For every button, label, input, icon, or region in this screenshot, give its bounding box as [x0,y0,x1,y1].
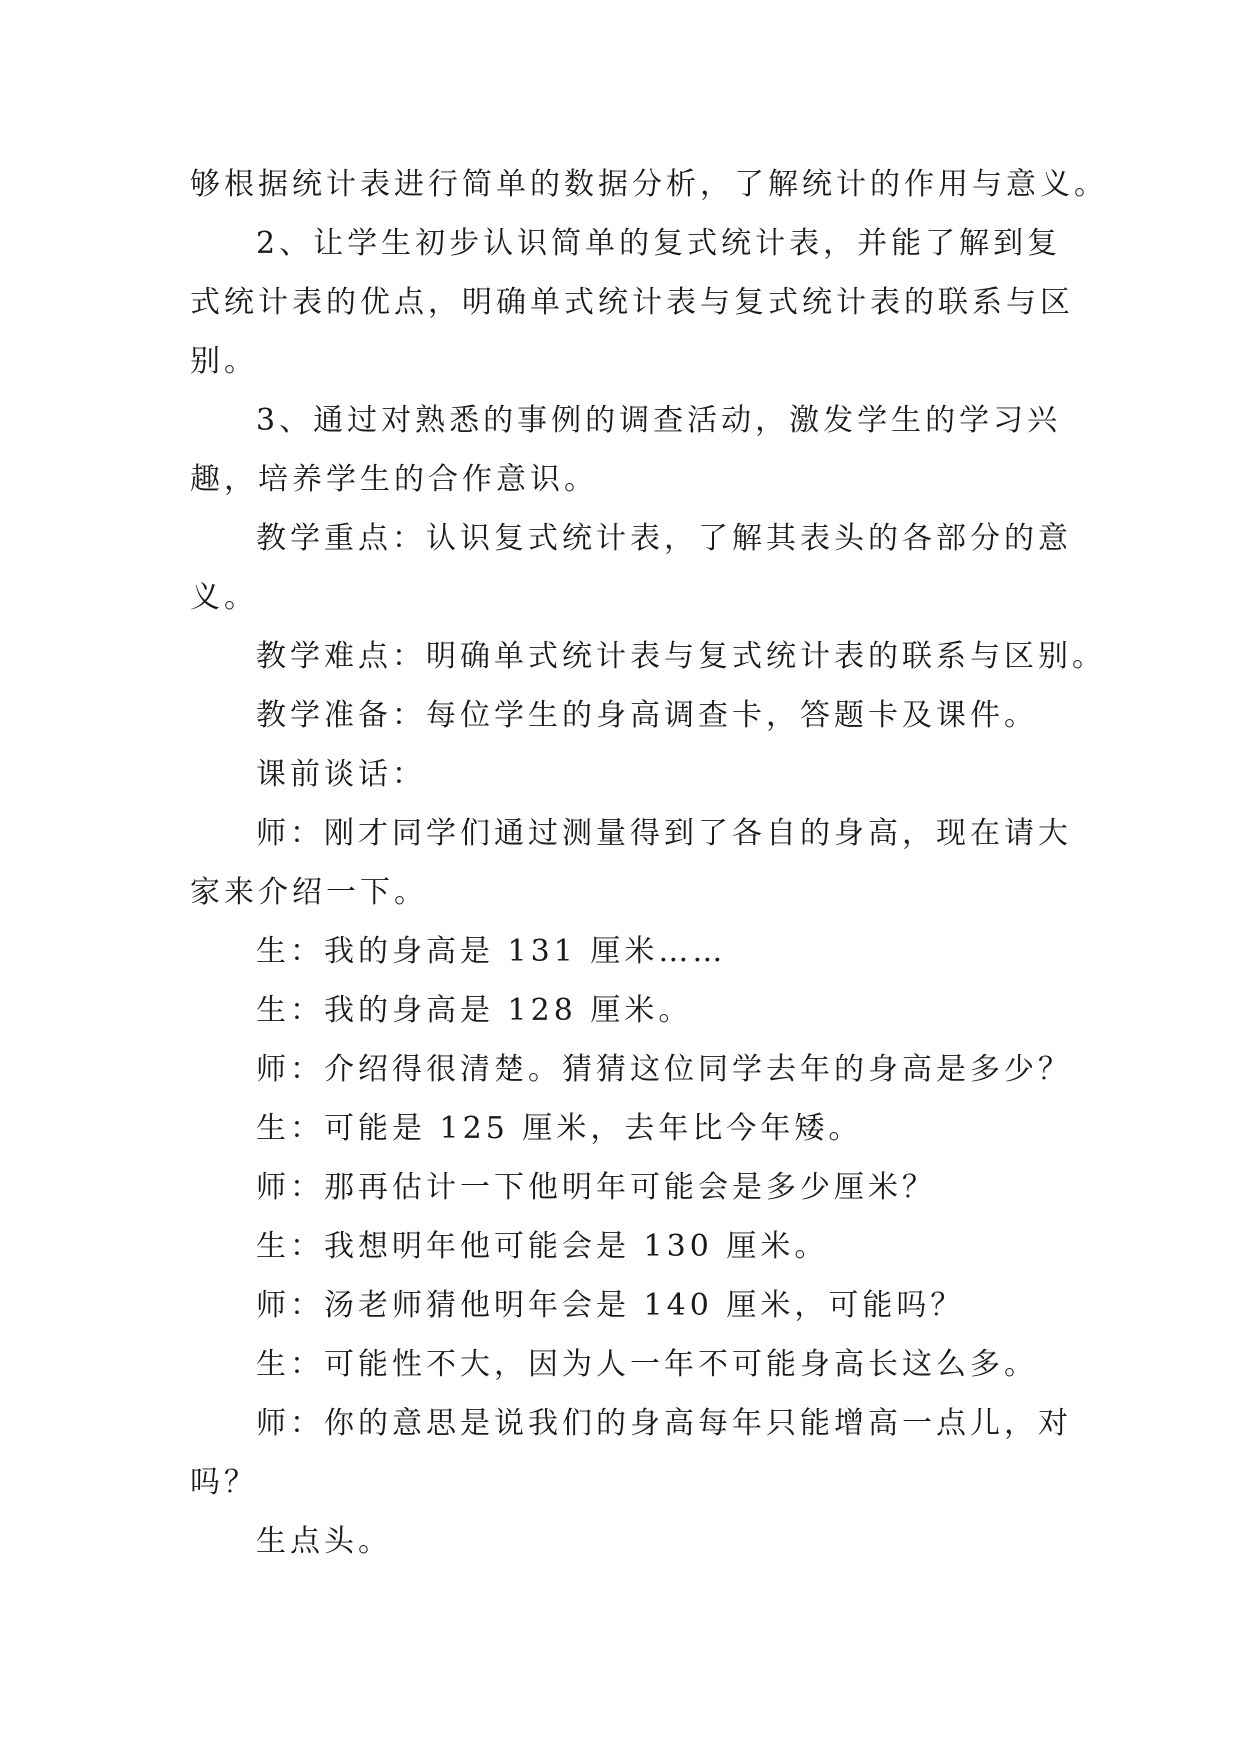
text-line: 生：我的身高是 131 厘米…… [256,934,727,969]
text-line: 课前谈话： [256,757,426,792]
text-line: 生：可能是 125 厘米，去年比今年矮。 [256,1111,863,1146]
text-line: 3、通过对熟悉的事例的调查活动，激发学生的学习兴 [256,403,1062,438]
text-line: 教学难点：明确单式统计表与复式统计表的联系与区别。 [256,639,1106,674]
text-line: 式统计表的优点，明确单式统计表与复式统计表的联系与区 [190,285,1074,320]
text-line: 别。 [190,344,258,379]
text-line: 家来介绍一下。 [190,875,428,910]
text-line: 吗？ [190,1465,258,1500]
text-line: 师：那再估计一下他明年可能会是多少厘米？ [256,1170,936,1205]
text-line: 义。 [190,580,258,615]
text-line: 生：我想明年他可能会是 130 厘米。 [256,1229,829,1264]
text-line: 趣，培养学生的合作意识。 [190,462,598,497]
text-line: 生：可能性不大，因为人一年不可能身高长这么多。 [256,1347,1038,1382]
text-line: 教学准备：每位学生的身高调查卡，答题卡及课件。 [256,698,1038,733]
text-line: 师：汤老师猜他明年会是 140 厘米，可能吗？ [256,1288,965,1323]
text-line: 师：介绍得很清楚。猜猜这位同学去年的身高是多少？ [256,1052,1072,1087]
text-line: 师：刚才同学们通过测量得到了各自的身高，现在请大 [256,816,1072,851]
text-line: 教学重点：认识复式统计表，了解其表头的各部分的意 [256,521,1072,556]
text-line: 生：我的身高是 128 厘米。 [256,993,693,1028]
text-line: 够根据统计表进行简单的数据分析，了解统计的作用与意义。 [190,167,1108,202]
text-line: 生点头。 [256,1524,392,1559]
text-line: 师：你的意思是说我们的身高每年只能增高一点儿，对 [256,1406,1072,1441]
text-line: 2、让学生初步认识简单的复式统计表，并能了解到复 [256,226,1062,261]
